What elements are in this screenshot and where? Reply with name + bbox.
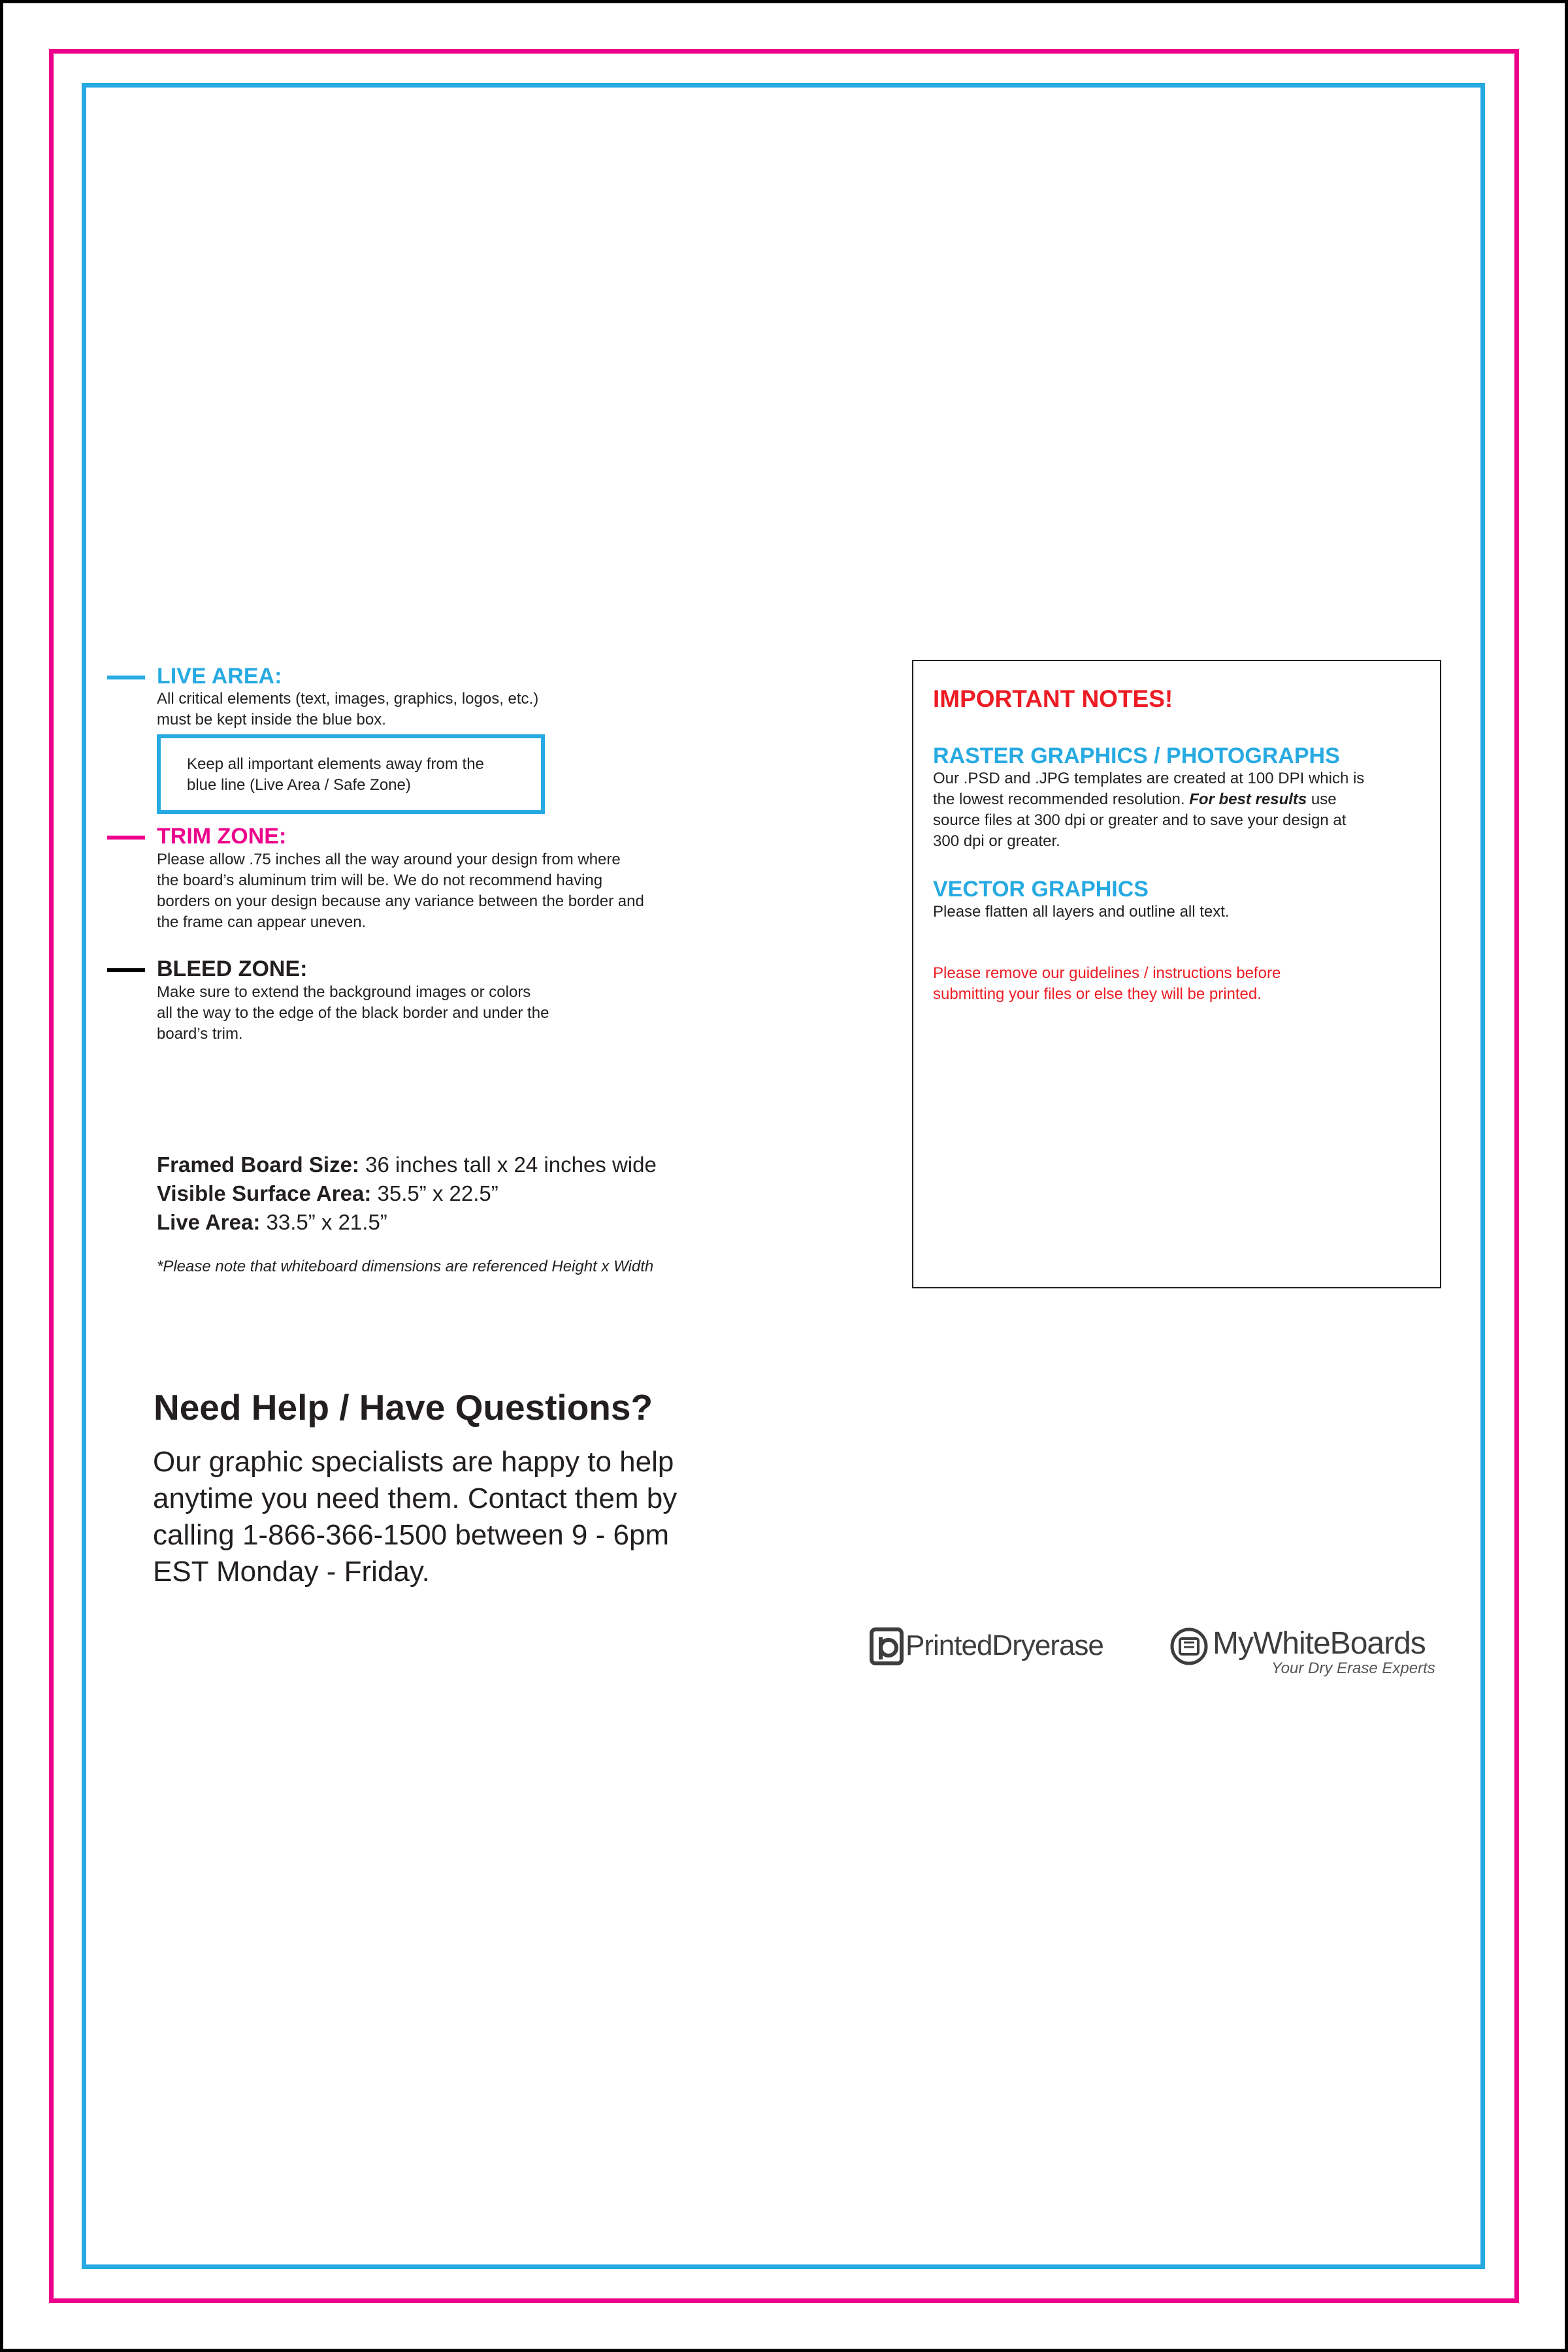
trim-zone-line: Please allow .75 inches all the way around your design from where xyxy=(157,851,621,868)
help-line: EST Monday - Friday. xyxy=(153,1556,430,1588)
live-area-line: All critical elements (text, images, graphics, logos, etc.) xyxy=(157,690,539,708)
trim-zone-line: borders on your design because any variance between the border and xyxy=(157,892,644,910)
trim-zone-line: the board’s aluminum trim will be. We do not recommend having xyxy=(157,872,603,889)
warning-line: submitting your files or else they will be printed. xyxy=(933,985,1262,1003)
live-area-row xyxy=(157,1208,657,1237)
printed-dryerase-logo: PrintedDryerase xyxy=(906,1629,1103,1661)
bleed-zone-line: Make sure to extend the background images or colors xyxy=(157,983,531,1001)
visible-area-row xyxy=(157,1179,657,1208)
vector-heading: VECTOR GRAPHICS xyxy=(933,877,1149,902)
mwb-logo-icon xyxy=(1169,1627,1209,1666)
help-line: Our graphic specialists are happy to help xyxy=(153,1446,674,1478)
visible-area-value: 35.5” x 22.5” xyxy=(371,1181,498,1205)
raster-line xyxy=(933,789,1440,810)
live-area-value: 33.5” x 21.5” xyxy=(260,1210,387,1234)
vector-line: Please flatten all layers and outline all text. xyxy=(933,903,1230,921)
framed-size-value: 36 inches tall x 24 inches wide xyxy=(359,1152,657,1177)
safe-zone-line: Keep all important elements away from the xyxy=(187,755,484,773)
raster-heading: RASTER GRAPHICS / PHOTOGRAPHS xyxy=(933,743,1340,768)
safe-zone-line: blue line (Live Area / Safe Zone) xyxy=(187,776,411,794)
trim-zone-title: TRIM ZONE: xyxy=(157,824,287,849)
trim-zone-line: the frame can appear uneven. xyxy=(157,913,367,931)
bleed-zone-line: all the way to the edge of the black border and under the xyxy=(157,1004,549,1022)
framed-size-label: Framed Board Size: xyxy=(157,1152,359,1177)
pd-logo-icon xyxy=(869,1627,904,1666)
help-line: calling 1-866-366-1500 between 9 - 6pm xyxy=(153,1519,670,1551)
trim-zone-swatch xyxy=(107,836,145,840)
raster-line: Our .PSD and .JPG templates are created at 100 DPI which is xyxy=(933,770,1365,787)
help-body xyxy=(153,1444,677,1590)
live-area-description xyxy=(157,689,538,730)
board-dimensions xyxy=(157,1151,657,1237)
important-notes-box xyxy=(912,660,1441,1288)
visible-area-label: Visible Surface Area: xyxy=(157,1181,372,1205)
live-area-line: must be kept inside the blue box. xyxy=(157,711,386,728)
trim-zone-description xyxy=(157,849,644,933)
help-heading: Need Help / Have Questions? xyxy=(154,1387,653,1428)
mywhiteboards-tagline: Your Dry Erase Experts xyxy=(1271,1659,1435,1677)
warning-line: Please remove our guidelines / instructions before xyxy=(933,964,1281,982)
help-line: anytime you need them. Contact them by xyxy=(153,1482,678,1514)
bleed-zone-line: board’s trim. xyxy=(157,1025,243,1043)
important-notes-title: IMPORTANT NOTES! xyxy=(933,685,1173,712)
bleed-zone-swatch xyxy=(107,968,145,972)
dimensions-note: *Please note that whiteboard dimensions are referenced Height x Width xyxy=(157,1258,654,1275)
raster-line: 300 dpi or greater. xyxy=(933,832,1060,850)
live-area-title: LIVE AREA: xyxy=(157,664,282,689)
best-results-emphasis: For best results xyxy=(1189,791,1307,808)
safe-zone-box xyxy=(157,734,545,814)
bleed-zone-description xyxy=(157,982,549,1045)
live-area-label: Live Area: xyxy=(157,1210,261,1234)
mywhiteboards-logo: MyWhiteBoards xyxy=(1213,1626,1426,1661)
raster-line-start: the lowest recommended resolution. xyxy=(933,791,1190,808)
bleed-zone-title: BLEED ZONE: xyxy=(157,956,308,981)
raster-line-end: use xyxy=(1307,791,1337,808)
raster-line: source files at 300 dpi or greater and to save your design at xyxy=(933,811,1347,829)
live-area-swatch xyxy=(107,676,145,679)
framed-size-row xyxy=(157,1151,657,1179)
